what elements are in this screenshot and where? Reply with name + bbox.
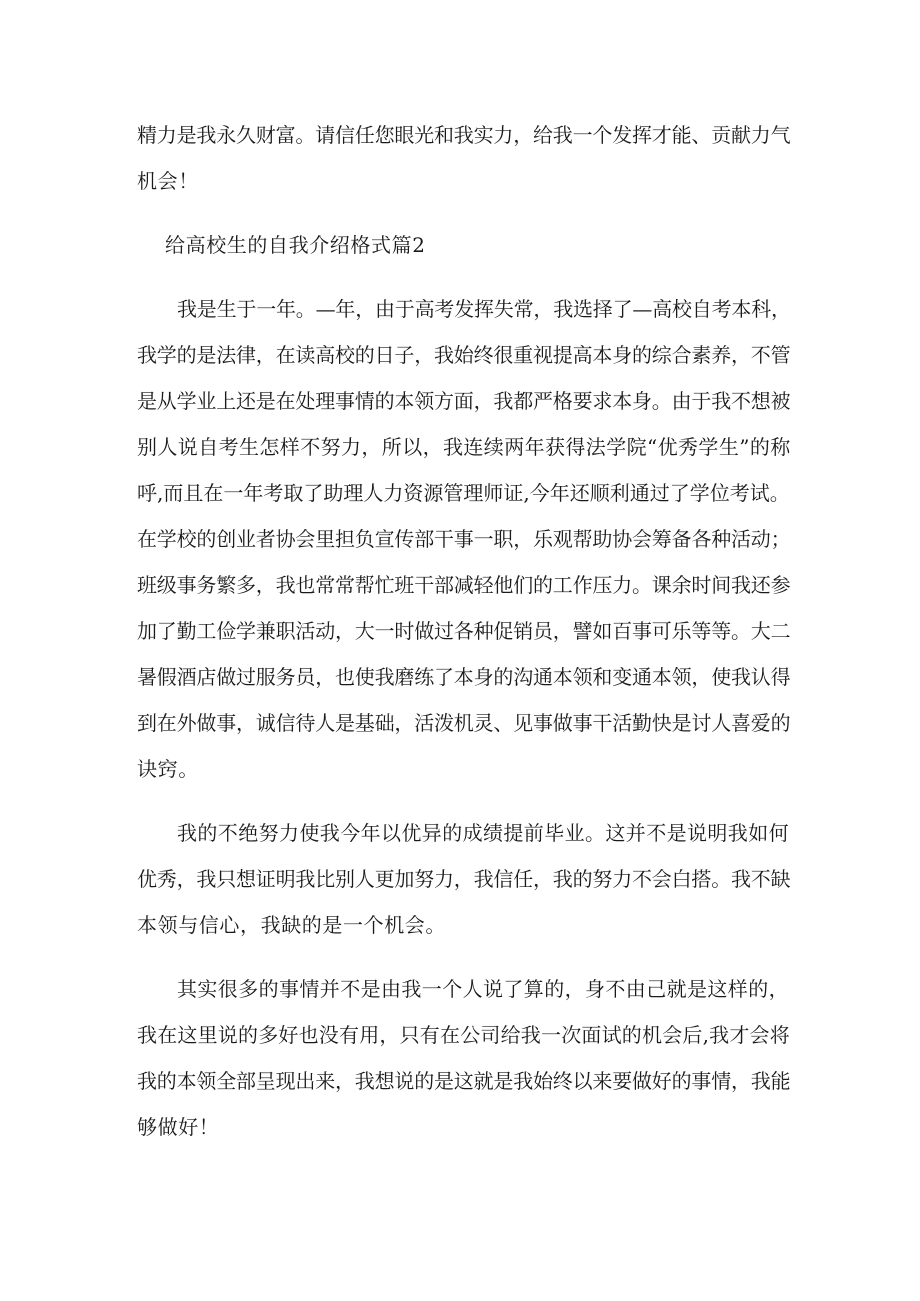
text-line: 别人说自考生怎样不努力，所以，我连续两年获得法学院“优秀学生”的称	[137, 435, 791, 459]
paragraph-3	[137, 966, 792, 1150]
text-line: 加了勤工俭学兼职活动，大一时做过各种促销员，譬如百事可乐等等。大二	[137, 619, 791, 643]
paragraph-gap	[137, 268, 792, 286]
text-line: 在学校的创业者协会里担负宣传部干事一职，乐观帮助协会筹备各种活动；	[137, 527, 791, 551]
text-line: 到在外做事，诚信待人是基础，活泼机灵、见事做事干活勤快是讨人喜爱的	[137, 711, 791, 735]
text-line: 我的本领全部呈现出来，我想说的是这就是我始终以来要做好的事情，我能	[137, 1069, 791, 1093]
text-line: 本领与信心，我缺的是一个机会。	[137, 913, 446, 937]
text-line: 暑假酒店做过服务员，也使我磨练了本身的沟通本领和变通本领，使我认得	[137, 665, 791, 689]
text-line: 其实很多的事情并不是由我一个人说了算的，身不由己就是这样的，	[177, 977, 789, 1001]
text-line: 精力是我永久财富。请信任您眼光和我实力，给我一个发挥才能、贡献力气	[137, 123, 791, 147]
text-line: 我在这里说的多好也没有用，只有在公司给我一次面试的机会后,我才会将	[137, 1023, 790, 1047]
paragraph-2	[137, 810, 792, 948]
document-body	[137, 112, 792, 1150]
paragraph-gap	[137, 792, 792, 810]
text-line: 我的不绝努力使我今年以优异的成绩提前毕业。这并不是说明我如何	[177, 821, 789, 845]
paragraph-1	[137, 286, 792, 792]
text-line: 机会！	[137, 169, 199, 193]
text-line: 我是生于一年。—年，由于高考发挥失常，我选择了—高校自考本科，	[177, 297, 791, 321]
text-line: 呼,而且在一年考取了助理人力资源管理师证,今年还顺利通过了学位考试。	[137, 481, 790, 505]
paragraph-gap	[137, 948, 792, 966]
text-line: 是从学业上还是在处理事情的本领方面，我都严格要求本身。由于我不想被	[137, 389, 791, 413]
text-line: 优秀，我只想证明我比别人更加努力，我信任，我的努力不会白搭。我不缺	[137, 867, 791, 891]
text-line: 够做好！	[137, 1115, 220, 1139]
paragraph-gap	[137, 204, 792, 222]
section-heading: 给高校生的自我介绍格式篇2	[165, 233, 426, 257]
text-line: 诀窍。	[137, 757, 199, 781]
text-line: 我学的是法律，在读高校的日子，我始终很重视提高本身的综合素养，不管	[137, 343, 791, 367]
text-line: 班级事务繁多，我也常常帮忙班干部减轻他们的工作压力。课余时间我还参	[137, 573, 791, 597]
intro-paragraph	[137, 112, 792, 204]
